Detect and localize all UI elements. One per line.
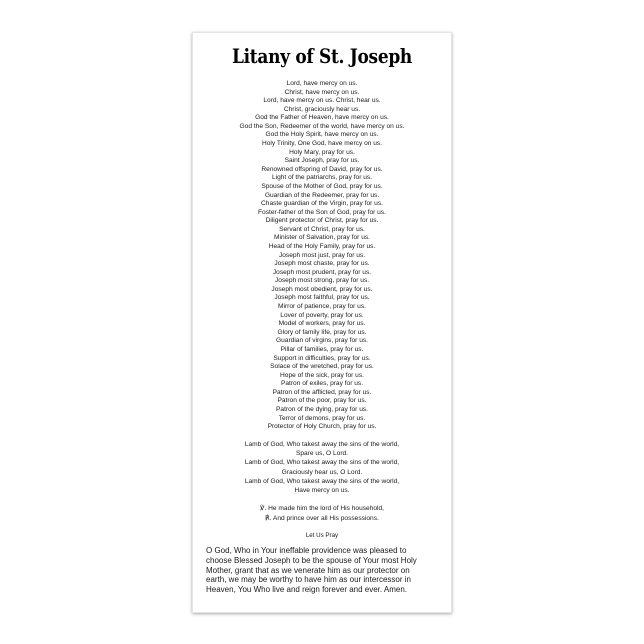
litany-line: Lord, have mercy on us. [286, 80, 358, 87]
versicle: ℣. He made him the lord of His household, [260, 505, 384, 512]
prayer-line: Heaven, You Who live and reign forever and ever. Amen. [206, 585, 408, 595]
lamb-of-god-section [193, 440, 451, 495]
litany-line: Support in difficulties, pray for us. [273, 354, 371, 362]
lamb-line: Lamb of God, Who takest away the sins of the world, [244, 477, 400, 485]
litany-line: Joseph most chaste, pray for us. [274, 260, 370, 268]
prayer-line: Mother, grant that as we venerate him as our protector on [206, 565, 410, 575]
closing-prayer [206, 546, 443, 595]
litany-line: Patron of the poor, pray for us. [277, 397, 367, 405]
litany-line: Saint Joseph, pray for us. [284, 157, 360, 165]
litany-line: Joseph most strong, pray for us. [274, 277, 370, 285]
litany-line: Patron of exiles, pray for us. [280, 380, 364, 388]
lamb-line: Graciously hear us, O Lord. [281, 468, 363, 476]
litany-line: Protector of Holy Church, pray for us. [267, 423, 377, 431]
litany-line: Diligent protector of Christ, pray for us. [265, 217, 379, 225]
let-us-pray-heading: Let Us Pray [305, 532, 339, 539]
litany-line: Mirror of patience, pray for us. [278, 303, 366, 311]
litany-line: Holy Trinity, One God, have mercy on us. [261, 140, 383, 148]
litany-line: Patron of the afflicted, pray for us. [272, 388, 372, 396]
litany-line: Model of workers, pray for us. [278, 320, 366, 328]
litany-line: Lord, have mercy on us. Christ, hear us. [263, 97, 381, 105]
versicle-response [193, 504, 451, 523]
litany-line: Minister of Salvation, pray for us. [273, 234, 370, 242]
litany-line: Head of the Holy Family, pray for us. [268, 242, 376, 250]
litany-line: Christ, graciously hear us. [283, 105, 361, 113]
litany-line: Christ, have mercy on us. [284, 88, 360, 96]
litany-line: Joseph most just, pray for us. [278, 251, 366, 259]
litany-line: Patron of the dying, pray for us. [276, 405, 368, 413]
prayer-card [192, 32, 452, 613]
litany-line: God the Son, Redeemer of the world, have mercy on us. [239, 122, 405, 130]
litany-line: God the Father of Heaven, have mercy on us. [255, 114, 389, 122]
lamb-line: Lamb of God, Who takest away the sins of the world, [244, 459, 400, 467]
litany-line: Joseph most prudent, pray for us. [272, 268, 372, 276]
litany-invocations [193, 80, 451, 432]
prayer-line: earth, we may be worthy to have him as our intercessor in [206, 575, 411, 585]
litany-line: Guardian of the Redeemer, pray for us. [264, 191, 380, 199]
litany-line: Chaste guardian of the Virgin, pray for us. [261, 200, 383, 208]
litany-line: Renowned offspring of David, pray for us. [261, 165, 383, 173]
prayer-line: choose Blessed Joseph to be the spouse of Your most Holy [206, 555, 417, 565]
lamb-line: Spare us, O Lord. [295, 450, 349, 458]
litany-line: Holy Mary, pray for us. [289, 148, 355, 156]
card-title: Litany of St. Joseph [232, 45, 412, 69]
response: ℟. And prince over all His possessions. [265, 514, 379, 522]
lamb-line: Lamb of God, Who takest away the sins of the world, [244, 441, 400, 448]
litany-line: Pillar of families, pray for us. [280, 345, 364, 353]
litany-line: Lover of poverty, pray for us. [280, 311, 364, 319]
litany-line: Terror of demons, pray for us. [278, 414, 366, 422]
litany-line: Guardian of virgins, pray for us. [276, 337, 368, 345]
litany-line: Hope of the sick, pray for us. [280, 371, 364, 379]
litany-line: Spouse of the Mother of God, pray for us. [261, 182, 383, 190]
litany-line: Joseph most faithful, pray for us. [274, 294, 370, 302]
prayer-line: O God, Who in Your ineffable providence was pleased to [206, 546, 407, 555]
litany-line: Light of the patriarchs, pray for us. [271, 174, 373, 182]
litany-line: God the Holy Spirit, have mercy on us. [265, 131, 379, 139]
litany-line: Solace of the wretched, pray for us. [270, 363, 374, 371]
litany-line: Foster-father of the Son of God, pray for us. [258, 208, 386, 216]
litany-line: Glory of family life, pray for us. [277, 328, 367, 336]
litany-line: Joseph most obedient, pray for us. [271, 285, 373, 293]
litany-line: Servant of Christ, pray for us. [279, 225, 365, 233]
lamb-line: Have mercy on us. [294, 487, 350, 495]
